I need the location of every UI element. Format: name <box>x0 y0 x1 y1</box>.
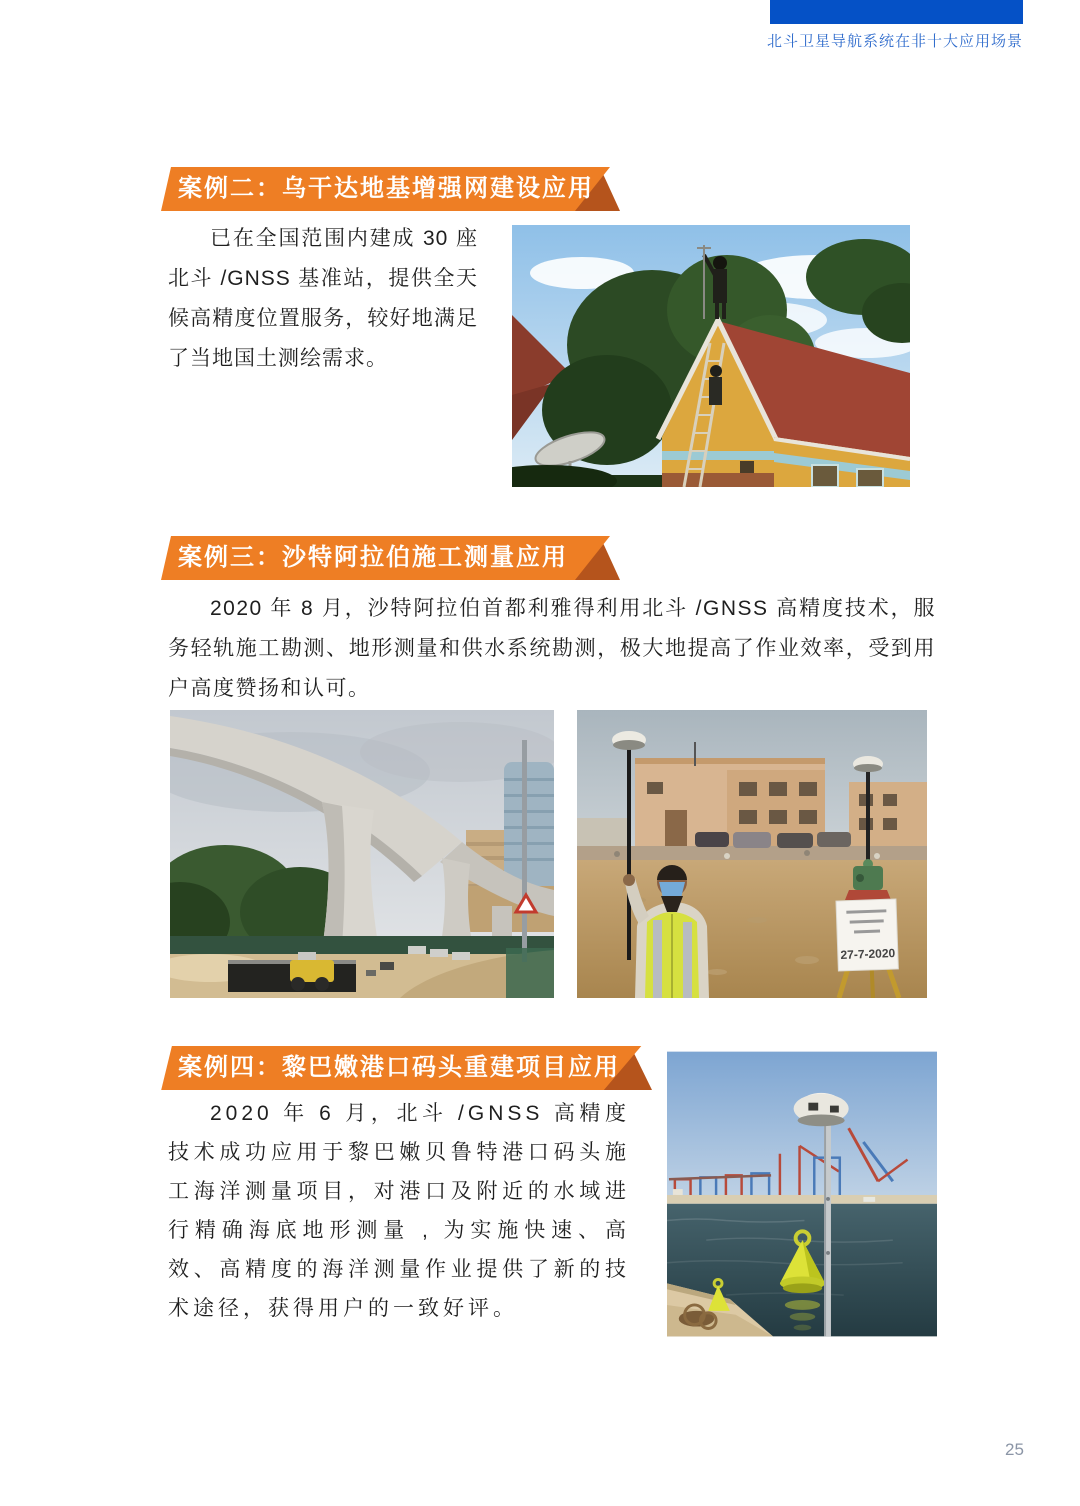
photo-riyadh-light-rail-viaduct-construction <box>170 710 554 998</box>
case3-banner <box>158 536 620 580</box>
document-header-title: 北斗卫星导航系统在非十大应用场景 <box>766 33 1023 50</box>
photo-saudi-surveyor-with-gnss-receiver <box>577 710 927 998</box>
header-accent-bar <box>770 0 1023 24</box>
page-number: 25 <box>1005 1440 1024 1459</box>
case2-banner-title: 案例二：乌干达地基增强网建设应用 <box>178 175 594 202</box>
survey-sign-date-text: 27-7-2020 <box>840 946 896 962</box>
case3-banner-title: 案例三：沙特阿拉伯施工测量应用 <box>178 544 568 571</box>
photo-uganda-cors-station-installation <box>512 225 910 487</box>
photo-beirut-port-marine-survey-buoy <box>667 1050 937 1338</box>
case4-banner-title: 案例四：黎巴嫩港口码头重建项目应用 <box>178 1054 620 1081</box>
case4-body-text: 2020 年 6 月，北斗 /GNSS 高精度技术成功应用于黎巴嫩贝鲁特港口码头施工海洋测量项目，对港口及附近的水域进行精确海底地形测量 , 为实施快速、高效、高精度的海洋测量作业提供了新的技术途径，获得用户的一致好评。 <box>168 1102 630 1320</box>
case4-banner <box>158 1046 652 1090</box>
case2-banner <box>158 167 620 211</box>
case3-body-text: 2020 年 8 月，沙特阿拉伯首都利雅得利用北斗 /GNSS 高精度技术，服务轻轨施工勘测、地形测量和供水系统勘测，极大地提高了作业效率，受到用户高度赞扬和认可。 <box>168 597 936 700</box>
case2-body-text: 已在全国范围内建成 30 座北斗 /GNSS 基准站，提供全天候高精度位置服务，较好地满足了当地国土测绘需求。 <box>168 227 478 370</box>
